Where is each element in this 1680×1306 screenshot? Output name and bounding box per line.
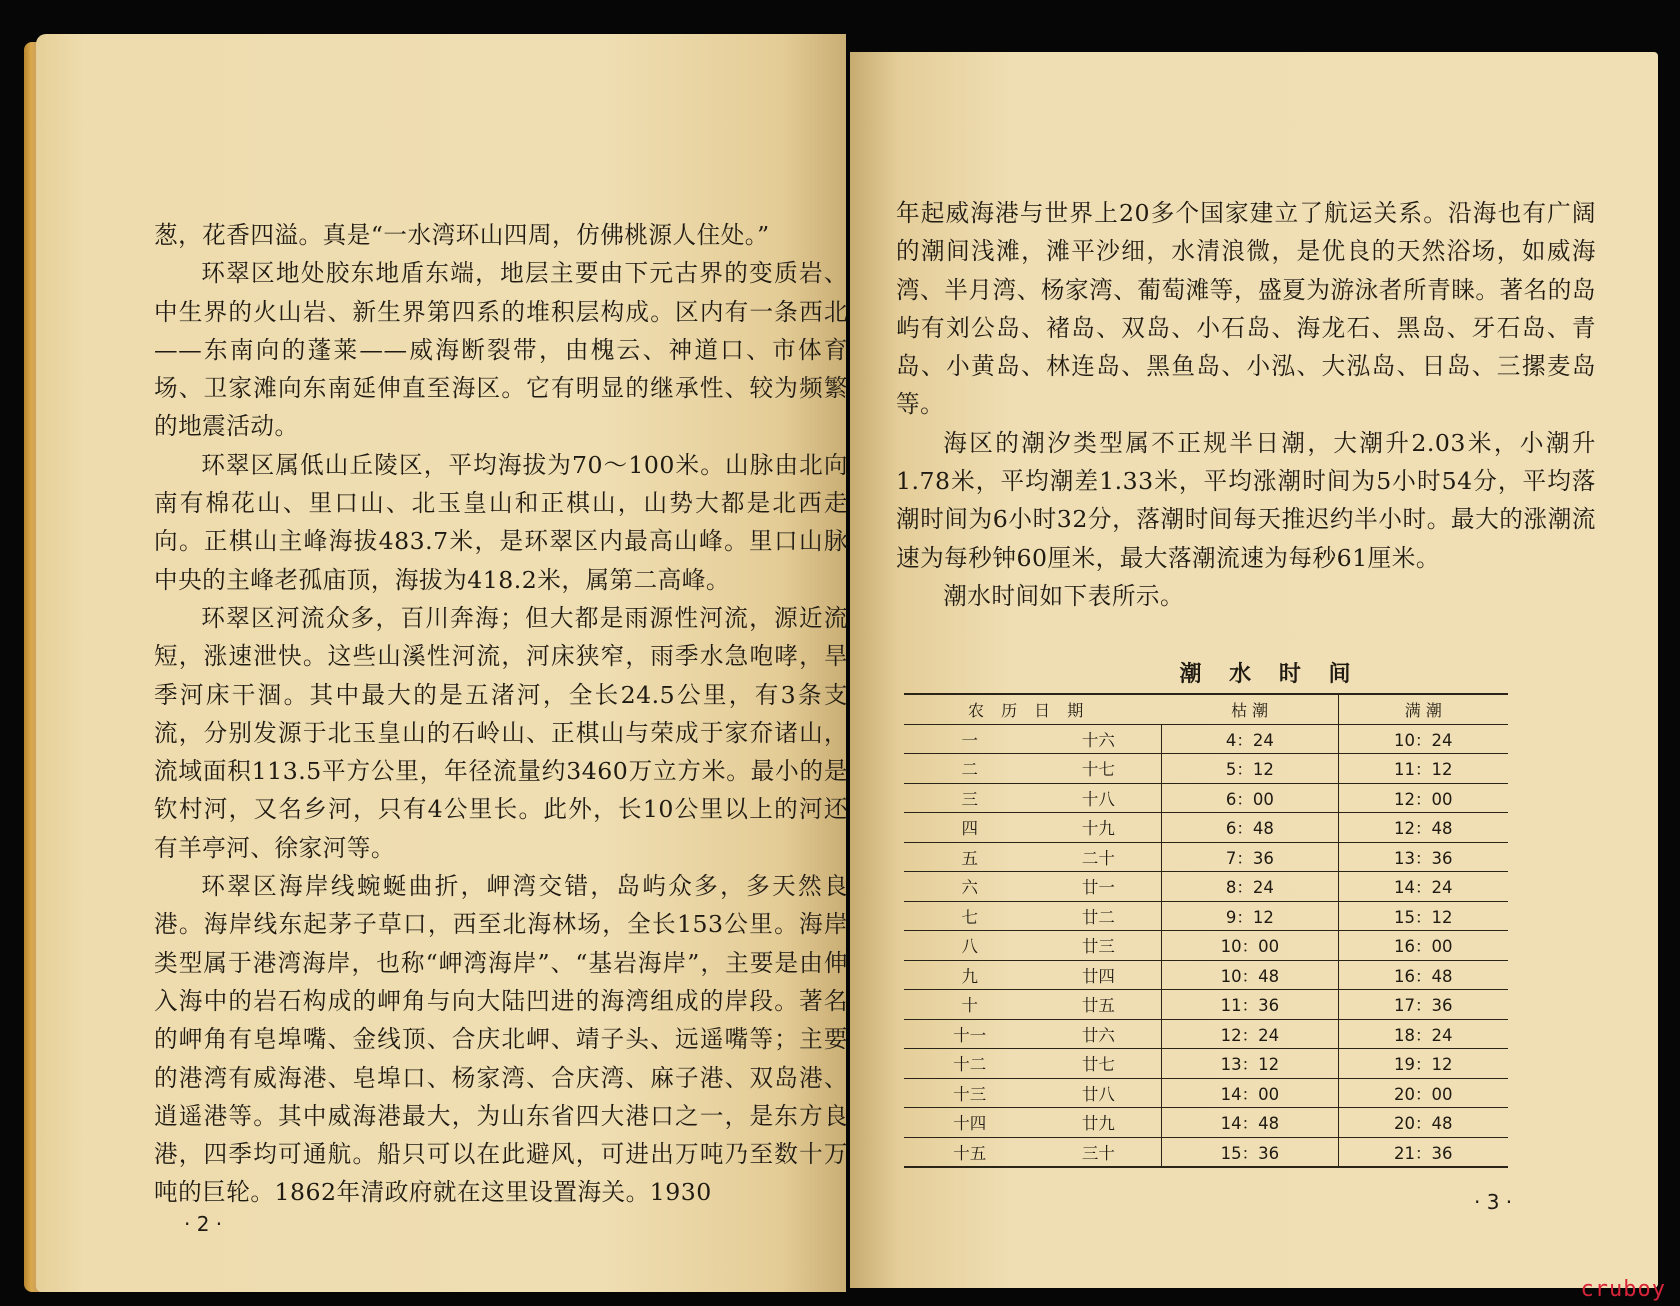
right-page — [850, 52, 1658, 1288]
table-row — [904, 1108, 1508, 1138]
flood-time-cell: 12：00 — [1338, 783, 1508, 813]
lunar-day-cell: 八 — [904, 931, 1036, 961]
table-row — [904, 960, 1508, 990]
lunar-day-cell: 廿一 — [1036, 872, 1162, 902]
lunar-day-cell: 三 — [904, 783, 1036, 813]
lunar-day-cell: 廿六 — [1036, 1019, 1162, 1049]
flood-time-cell: 17：36 — [1338, 990, 1508, 1020]
lunar-day-cell: 廿五 — [1036, 990, 1162, 1020]
table-row — [904, 901, 1508, 931]
left-paragraph: 葱，花香四溢。真是“一水湾环山四周，仿佛桃源人住处。” — [154, 221, 770, 249]
lunar-day-cell: 廿二 — [1036, 901, 1162, 931]
lunar-day-cell: 廿三 — [1036, 931, 1162, 961]
table-header-row — [904, 694, 1508, 724]
right-paragraph: 年起威海港与世界上20多个国家建立了航运关系。沿海也有广阔的潮间浅滩，滩平沙细，水清浪微，是优良的天然浴场，如威海湾、半月湾、杨家湾、葡萄滩等，盛夏为游泳者所青睐。著名的岛屿有刘公岛、褚岛、双岛、小石岛、海龙石、黑岛、牙石岛、青岛、小黄岛、林连岛、黑鱼岛、小泓、大泓岛、日岛、三摞麦岛等。 — [896, 199, 1596, 419]
right-paragraph: 潮水时间如下表所示。 — [943, 581, 1185, 610]
lunar-day-cell: 四 — [904, 813, 1036, 843]
table-row — [904, 783, 1508, 813]
ebb-time-cell: 14：00 — [1162, 1078, 1338, 1108]
flood-time-cell: 20：00 — [1338, 1078, 1508, 1108]
lunar-day-cell: 十六 — [1036, 724, 1162, 754]
flood-time-cell: 16：48 — [1338, 960, 1508, 990]
page-number-right: · 3 · — [1474, 1190, 1513, 1214]
table-row — [904, 990, 1508, 1020]
lunar-day-cell: 廿七 — [1036, 1049, 1162, 1079]
lunar-day-cell: 三十 — [1036, 1137, 1162, 1167]
ebb-time-cell: 13：12 — [1162, 1049, 1338, 1079]
lunar-day-cell: 二 — [904, 754, 1036, 784]
flood-time-cell: 18：24 — [1338, 1019, 1508, 1049]
lunar-day-cell: 十七 — [1036, 754, 1162, 784]
flood-time-cell: 10：24 — [1338, 724, 1508, 754]
left-paragraph: 环翠区属低山丘陵区，平均海拔为70～100米。山脉由北向南有棉花山、里口山、北玉皇山和正棋山，山势大都是北西走向。正棋山主峰海拔483.7米，是环翠区内最高山峰。里口山脉中央的主峰老孤庙顶，海拔为418.2米，属第二高峰。 — [154, 450, 848, 594]
flood-time-cell: 19：12 — [1338, 1049, 1508, 1079]
lunar-day-cell: 二十 — [1036, 842, 1162, 872]
table-row — [904, 872, 1508, 902]
header-lunar-date: 农 历 日 期 — [904, 694, 1162, 724]
ebb-time-cell: 7：36 — [1162, 842, 1338, 872]
ebb-time-cell: 10：48 — [1162, 960, 1338, 990]
ebb-time-cell: 8：24 — [1162, 872, 1338, 902]
table-row — [904, 1019, 1508, 1049]
lunar-day-cell: 一 — [904, 724, 1036, 754]
flood-time-cell: 12：48 — [1338, 813, 1508, 843]
page-number-left: · 2 · — [184, 1212, 223, 1236]
lunar-day-cell: 十一 — [904, 1019, 1036, 1049]
lunar-day-cell: 十二 — [904, 1049, 1036, 1079]
header-ebb-tide: 枯 潮 — [1162, 694, 1338, 724]
tide-time-table — [904, 693, 1508, 1168]
table-row — [904, 724, 1508, 754]
ebb-time-cell: 12：24 — [1162, 1019, 1338, 1049]
lunar-day-cell: 十八 — [1036, 783, 1162, 813]
table-row — [904, 931, 1508, 961]
ebb-time-cell: 11：36 — [1162, 990, 1338, 1020]
ebb-time-cell: 5：12 — [1162, 754, 1338, 784]
table-row — [904, 813, 1508, 843]
lunar-day-cell: 廿九 — [1036, 1108, 1162, 1138]
right-paragraph: 海区的潮汐类型属不正规半日潮，大潮升2.03米，小潮升1.78米，平均潮差1.33米，平均涨潮时间为5小时54分，平均落潮时间为6小时32分，落潮时间每天推迟约半小时。最大的涨潮流速为每秒钟60厘米，最大落潮流速为每秒61厘米。 — [896, 428, 1596, 572]
ebb-time-cell: 4：24 — [1162, 724, 1338, 754]
lunar-day-cell: 十九 — [1036, 813, 1162, 843]
left-paragraph: 环翠区地处胶东地盾东端，地层主要由下元古界的变质岩、中生界的火山岩、新生界第四系的堆积层构成。区内有一条西北——东南向的蓬莱——威海断裂带，由槐云、神道口、市体育场、卫家滩向东南延伸直至海区。它有明显的继承性、较为频繁的地震活动。 — [154, 259, 848, 441]
left-page — [36, 34, 846, 1292]
flood-time-cell: 20：48 — [1338, 1108, 1508, 1138]
table-row — [904, 1137, 1508, 1167]
table-row — [904, 1078, 1508, 1108]
flood-time-cell: 21：36 — [1338, 1137, 1508, 1167]
flood-time-cell: 14：24 — [1338, 872, 1508, 902]
table-row — [904, 754, 1508, 784]
lunar-day-cell: 廿四 — [1036, 960, 1162, 990]
lunar-day-cell: 十五 — [904, 1137, 1036, 1167]
flood-time-cell: 11：12 — [1338, 754, 1508, 784]
left-paragraph: 环翠区河流众多，百川奔海；但大都是雨源性河流，源近流短，涨速泄快。这些山溪性河流，河床狭窄，雨季水急咆哮，旱季河床干涸。其中最大的是五渚河，全长24.5公里，有3条支流，分别发源于北玉皇山的石岭山、正棋山与荣成于家夼诸山，流域面积113.5平方公里，年径流量约3460万立方米。最小的是钦村河，又名乡河，只有4公里长。此外，长10公里以上的河还有羊亭河、徐家河等。 — [154, 603, 848, 862]
right-page-body — [896, 194, 1596, 615]
flood-time-cell: 16：00 — [1338, 931, 1508, 961]
table-title: 潮 水 时 间 — [1179, 662, 1361, 687]
lunar-day-cell: 十 — [904, 990, 1036, 1020]
lunar-day-cell: 十四 — [904, 1108, 1036, 1138]
ebb-time-cell: 6：00 — [1162, 783, 1338, 813]
lunar-day-cell: 廿八 — [1036, 1078, 1162, 1108]
lunar-day-cell: 十三 — [904, 1078, 1036, 1108]
lunar-day-cell: 六 — [904, 872, 1036, 902]
lunar-day-cell: 九 — [904, 960, 1036, 990]
table-row — [904, 1049, 1508, 1079]
lunar-day-cell: 七 — [904, 901, 1036, 931]
ebb-time-cell: 9：12 — [1162, 901, 1338, 931]
ebb-time-cell: 14：48 — [1162, 1108, 1338, 1138]
flood-time-cell: 15：12 — [1338, 901, 1508, 931]
table-row — [904, 842, 1508, 872]
ebb-time-cell: 10：00 — [1162, 931, 1338, 961]
flood-time-cell: 13：36 — [1338, 842, 1508, 872]
ebb-time-cell: 6：48 — [1162, 813, 1338, 843]
ebb-time-cell: 15：36 — [1162, 1137, 1338, 1167]
header-flood-tide: 满 潮 — [1338, 694, 1508, 724]
watermark-text: cruboy — [1580, 1277, 1666, 1302]
left-paragraph: 环翠区海岸线蜿蜒曲折，岬湾交错，岛屿众多，多天然良港。海岸线东起茅子草口，西至北海林场，全长153公里。海岸类型属于港湾海岸，也称“岬湾海岸”、“基岩海岸”，主要是由伸入海中的岩石构成的岬角与向大陆凹进的海湾组成的岸段。著名的岬角有皂埠嘴、金线顶、合庆北岬、靖子头、远遥嘴等；主要的港湾有威海港、皂埠口、杨家湾、合庆湾、麻子港、双岛港、逍遥港等。其中威海港最大，为山东省四大港口之一，是东方良港，四季均可通航。船只可以在此避风，可进出万吨乃至数十万吨的巨轮。1862年清政府就在这里设置海关。1930 — [154, 872, 848, 1207]
lunar-day-cell: 五 — [904, 842, 1036, 872]
left-page-body — [154, 216, 848, 1212]
